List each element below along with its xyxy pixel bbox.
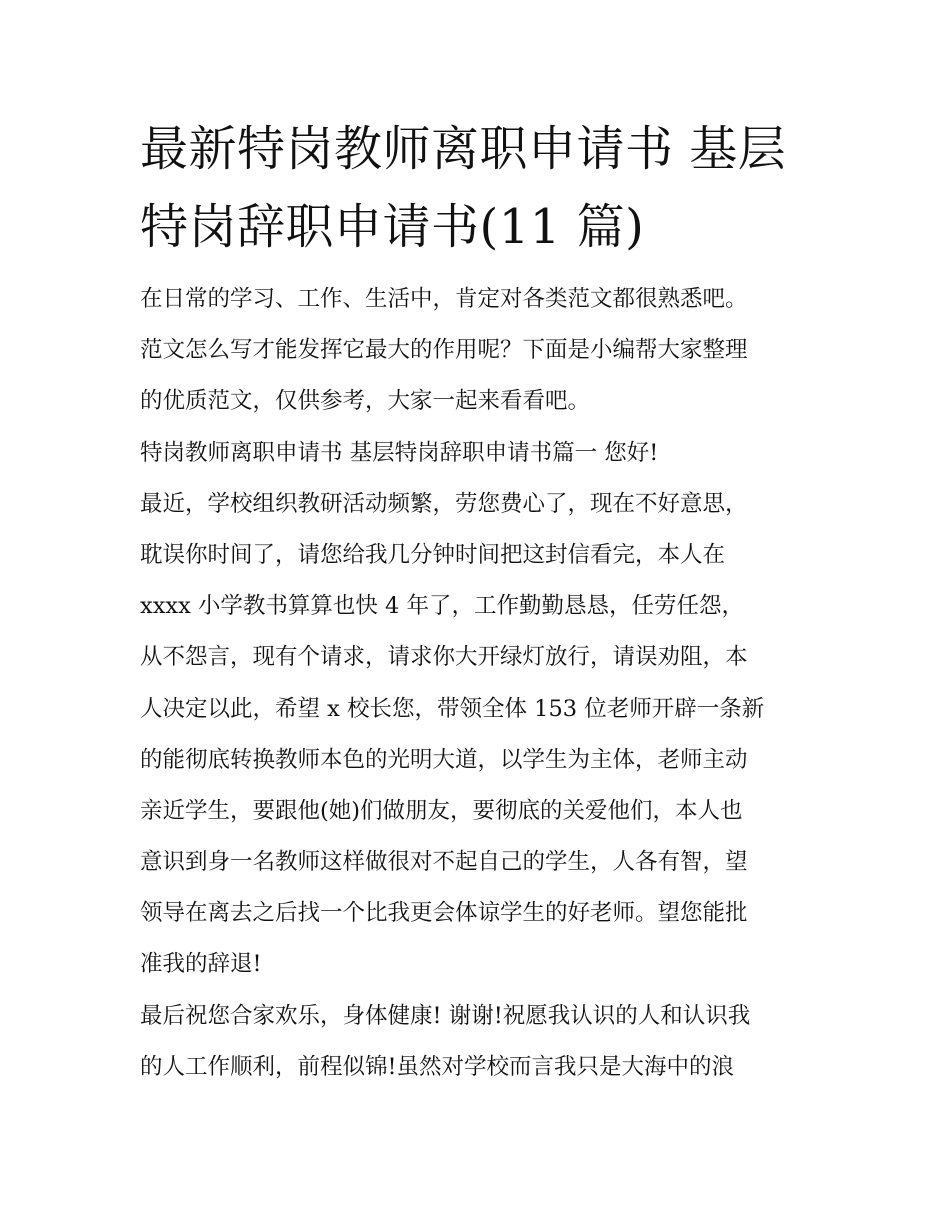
body-line: 从不怨言，现有个请求，请求你大开绿灯放行，请误劝阻，本 xyxy=(140,644,748,671)
title-line-2: 特岗辞职申请书(11 篇) xyxy=(140,199,645,255)
body-line: 范文怎么写才能发挥它最大的作用呢？下面是小编帮大家整理 xyxy=(140,337,748,364)
body-line: 的人工作顺利，前程似锦!虽然对学校而言我只是大海中的浪 xyxy=(140,1053,735,1080)
body-line: 人决定以此，希望 x 校长您，带领全体 153 位老师开辟一条新 xyxy=(140,695,765,722)
body-line: 的优质范文，仅供参考，大家一起来看看吧。 xyxy=(140,388,591,415)
body-line: 亲近学生，要跟他(她)们做朋友，要彻底的关爱他们，本人也 xyxy=(140,797,743,824)
title-line-1: 最新特岗教师离职申请书 基层 xyxy=(140,121,787,177)
body-line: xxxx 小学教书算算也快 4 年了，工作勤勤恳恳，任劳任怨， xyxy=(140,593,745,620)
document-body xyxy=(140,274,820,1093)
body-line: 准我的辞退! xyxy=(140,951,262,978)
body-line: 领导在离去之后找一个比我更会体谅学生的好老师。望您能批 xyxy=(140,900,748,927)
section-heading-line: 特岗教师离职申请书 基层特岗辞职申请书篇一 您好! xyxy=(140,439,659,466)
body-line: 的能彻底转换教师本色的光明大道，以学生为主体，老师主动 xyxy=(140,746,748,773)
body-line: 意识到身一名教师这样做很对不起自己的学生，人各有智，望 xyxy=(140,849,748,876)
body-line: 最后祝您合家欢乐，身体健康! 谢谢!祝愿我认识的人和认识我 xyxy=(140,1002,751,1029)
document-title xyxy=(140,110,820,266)
body-line: 在日常的学习、工作、生活中，肯定对各类范文都很熟悉吧。 xyxy=(140,286,748,312)
body-line: 耽误你时间了，请您给我几分钟时间把这封信看完，本人在 xyxy=(140,541,726,568)
body-line: 最近，学校组织教研活动频繁，劳您费心了，现在不好意思， xyxy=(140,490,748,517)
